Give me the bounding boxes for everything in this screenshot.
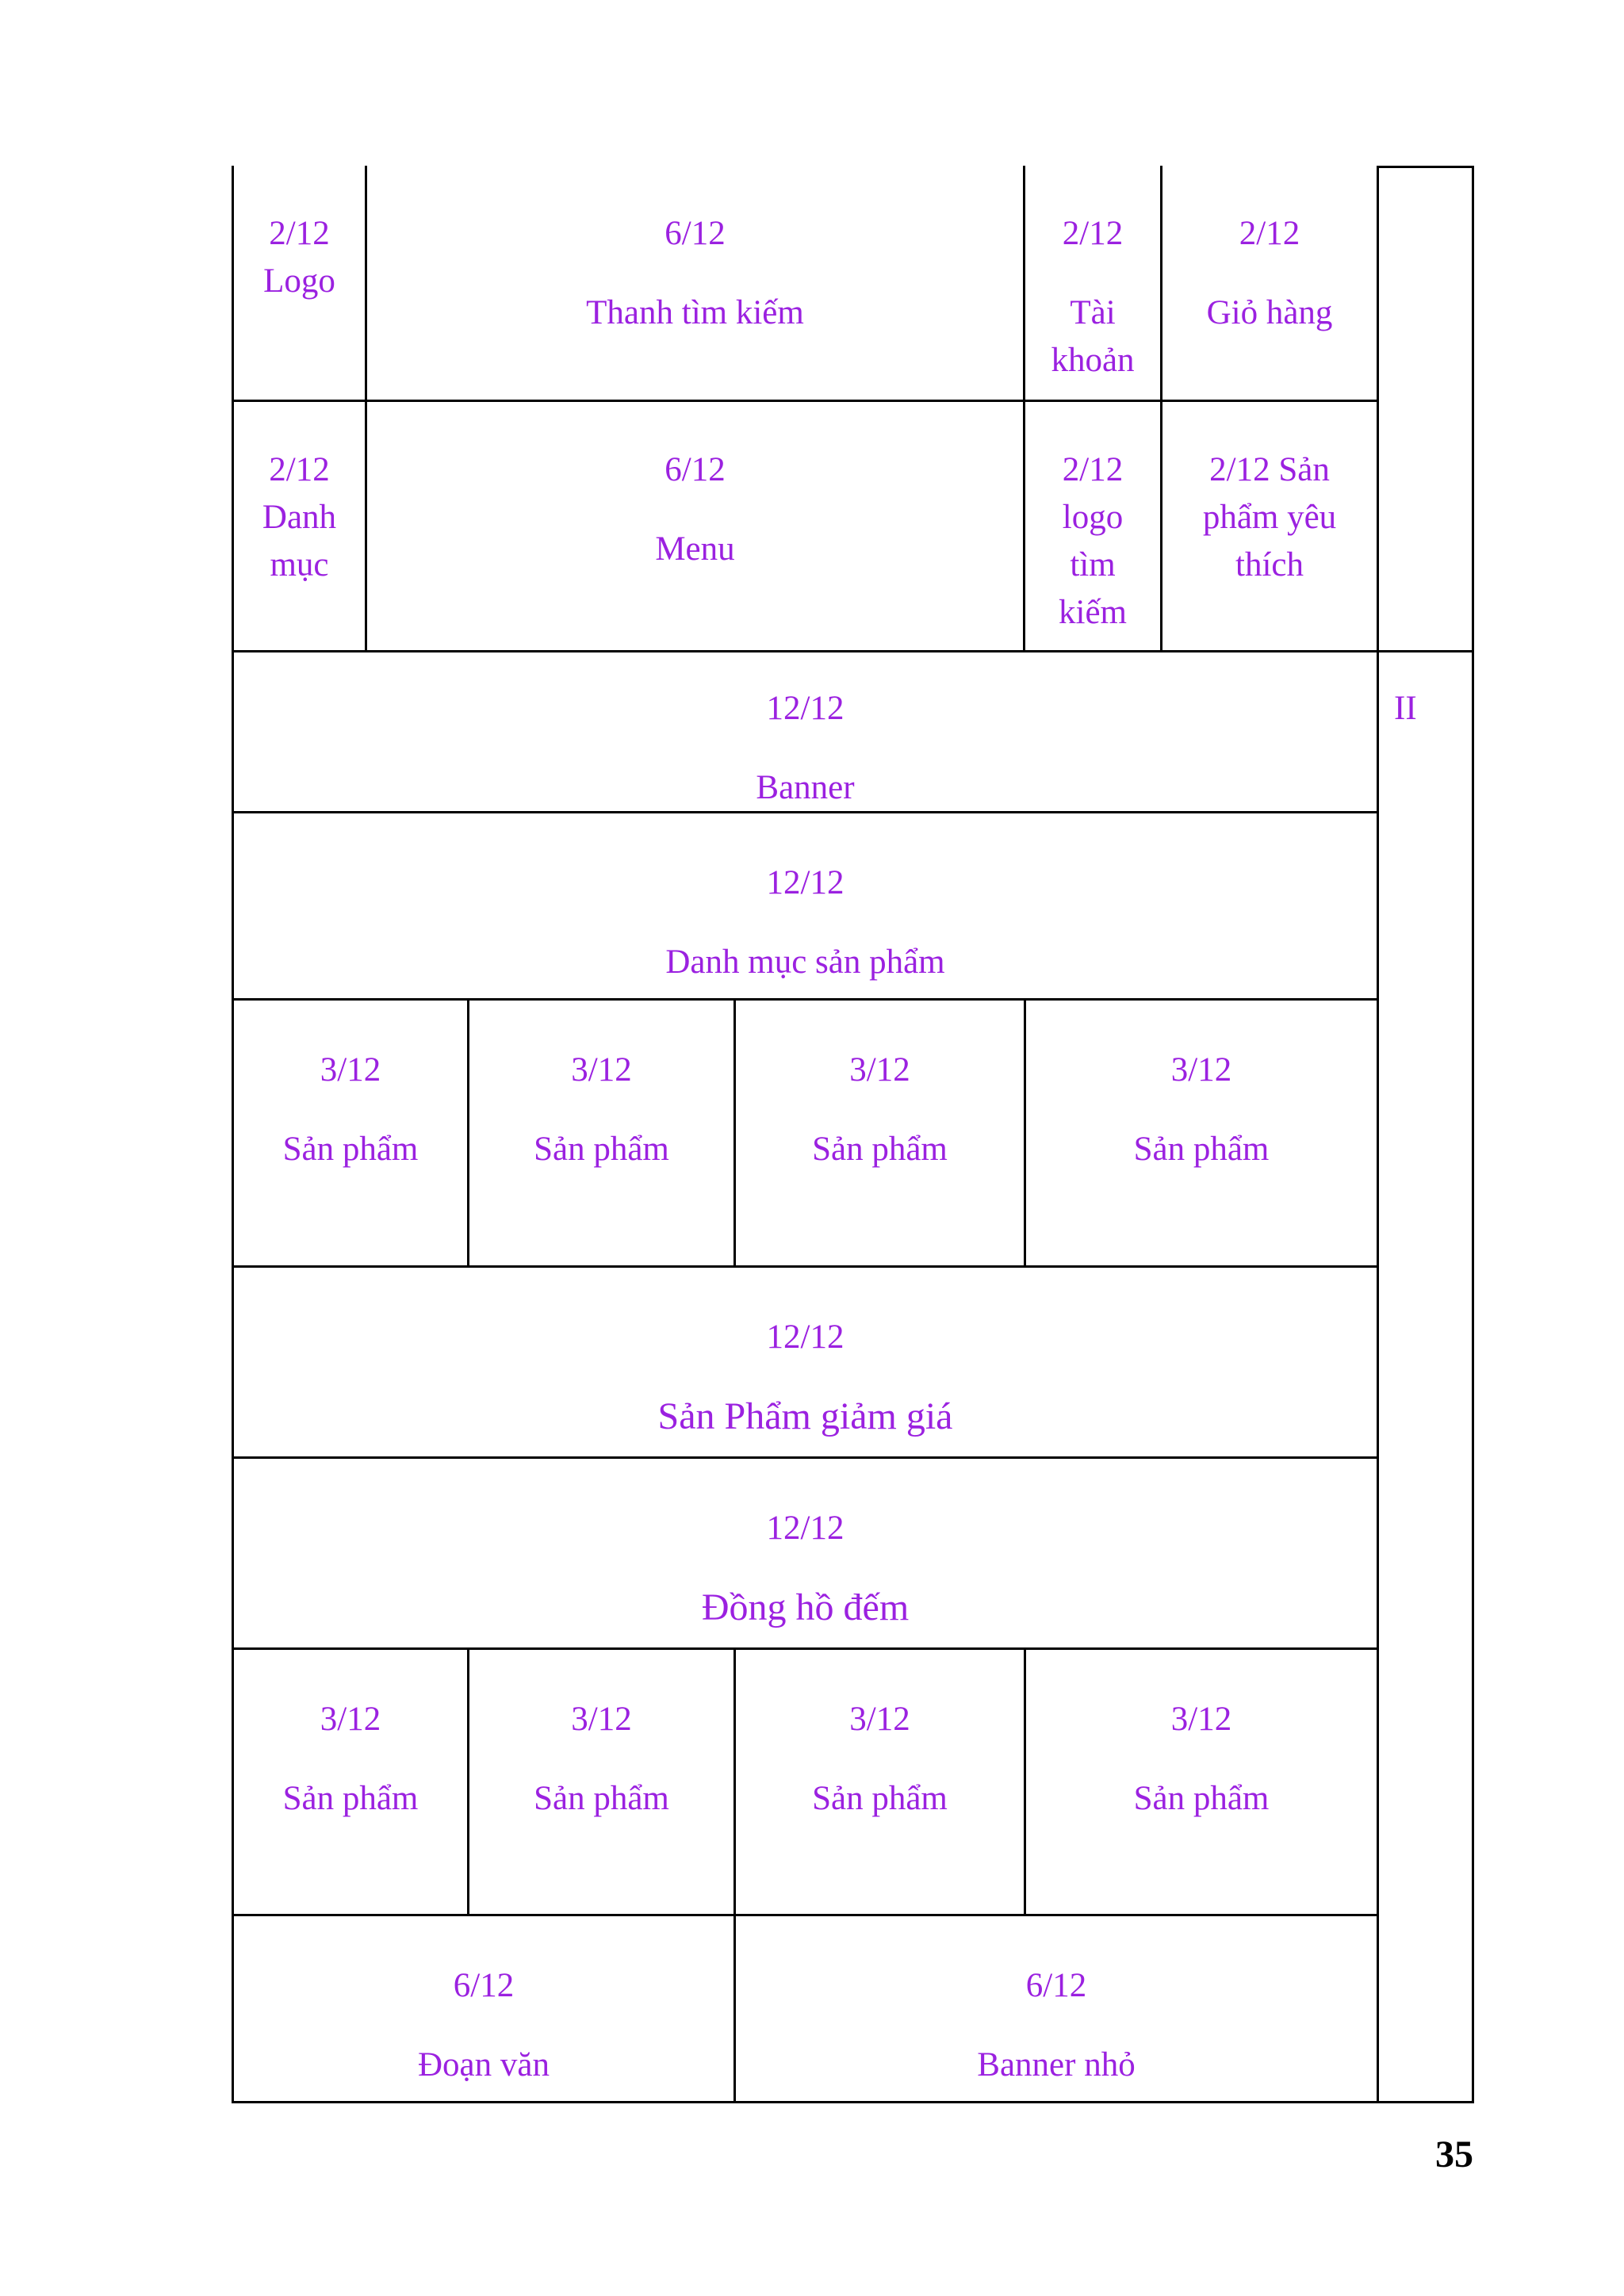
product-label: Sản phẩm — [812, 1131, 948, 1168]
account-cell — [1025, 210, 1160, 385]
discount-products-label: Sản Phẩm giảm giá — [657, 1395, 953, 1437]
grid-line — [1377, 166, 1379, 2103]
product-categories-label: Danh mục sản phẩm — [665, 943, 945, 981]
paragraph-cell — [234, 1962, 733, 2089]
logo-cell — [234, 210, 365, 305]
grid-line — [232, 1265, 1377, 1268]
product-fraction: 3/12 — [849, 1701, 910, 1738]
favorites-line1: 2/12 Sản — [1209, 451, 1330, 488]
grid-line — [232, 998, 1377, 1001]
grid-line — [1472, 166, 1474, 2103]
product-fraction: 3/12 — [571, 1051, 632, 1089]
product-categories-fraction: 12/12 — [766, 864, 845, 901]
product-cell — [469, 1047, 733, 1173]
search-logo-cell — [1025, 446, 1160, 637]
product-cell — [1026, 1047, 1377, 1173]
product-fraction: 3/12 — [320, 1701, 381, 1738]
product-fraction: 3/12 — [1170, 1051, 1232, 1089]
product-cell — [469, 1696, 733, 1823]
product-fraction: 3/12 — [849, 1051, 910, 1089]
search-logo-label-line3: kiếm — [1059, 594, 1127, 631]
grid-line — [232, 1456, 1377, 1459]
logo-fraction: 2/12 — [269, 215, 330, 252]
grid-line — [232, 400, 1377, 402]
product-label: Sản phẩm — [1133, 1780, 1270, 1817]
page-number: 35 — [1435, 2133, 1473, 2175]
favorites-cell — [1162, 446, 1377, 589]
product-cell — [1026, 1696, 1377, 1823]
countdown-cell — [234, 1505, 1377, 1632]
search-logo-label-line1: logo — [1062, 499, 1124, 536]
paragraph-fraction: 6/12 — [453, 1967, 515, 2004]
favorites-line3: thích — [1235, 546, 1304, 584]
small-banner-fraction: 6/12 — [1025, 1967, 1087, 2004]
cart-fraction: 2/12 — [1239, 215, 1300, 252]
grid-line — [232, 650, 1474, 652]
product-fraction: 3/12 — [1170, 1701, 1232, 1738]
product-cell — [234, 1047, 467, 1173]
search-logo-label-line2: tìm — [1070, 546, 1116, 584]
favorites-line2: phẩm yêu — [1202, 499, 1337, 536]
discount-products-fraction: 12/12 — [766, 1318, 845, 1356]
search-bar-cell — [367, 210, 1023, 337]
product-label: Sản phẩm — [534, 1131, 669, 1168]
menu-fraction: 6/12 — [665, 451, 726, 488]
product-label: Sản phẩm — [282, 1780, 419, 1817]
grid-line — [232, 1647, 1377, 1650]
product-fraction: 3/12 — [571, 1701, 632, 1738]
product-cell — [234, 1696, 467, 1823]
account-label-line2: khoản — [1051, 342, 1135, 379]
product-categories-cell — [234, 859, 1377, 986]
product-cell — [736, 1696, 1024, 1823]
small-banner-label: Banner nhỏ — [977, 2046, 1136, 2084]
account-fraction: 2/12 — [1062, 215, 1124, 252]
discount-products-cell — [234, 1314, 1377, 1441]
countdown-label: Đồng hồ đếm — [701, 1586, 910, 1628]
search-bar-fraction: 6/12 — [665, 215, 726, 252]
product-label: Sản phẩm — [812, 1780, 948, 1817]
category-cell — [234, 446, 365, 589]
menu-cell — [367, 446, 1023, 573]
menu-label: Menu — [655, 530, 735, 568]
grid-line — [1377, 166, 1474, 168]
grid-line — [232, 2101, 1474, 2103]
banner-label: Banner — [756, 769, 855, 806]
category-label-line2: mục — [270, 546, 329, 584]
banner-fraction: 12/12 — [766, 690, 845, 727]
category-fraction: 2/12 — [269, 451, 330, 488]
search-logo-fraction: 2/12 — [1062, 451, 1124, 488]
cart-cell — [1162, 210, 1377, 337]
product-cell — [736, 1047, 1024, 1173]
banner-cell — [234, 685, 1377, 812]
grid-line — [232, 1914, 1377, 1916]
cart-label: Giỏ hàng — [1206, 294, 1333, 331]
product-fraction: 3/12 — [320, 1051, 381, 1089]
paragraph-label: Đoạn văn — [418, 2046, 550, 2084]
account-label-line1: Tài — [1070, 294, 1116, 331]
small-banner-cell — [736, 1962, 1377, 2089]
side-column-label: II — [1394, 690, 1417, 727]
search-bar-label: Thanh tìm kiếm — [586, 294, 804, 331]
product-label: Sản phẩm — [534, 1780, 669, 1817]
product-label: Sản phẩm — [282, 1131, 419, 1168]
category-label-line1: Danh — [262, 499, 337, 536]
countdown-fraction: 12/12 — [766, 1510, 845, 1547]
logo-label: Logo — [263, 262, 335, 300]
product-label: Sản phẩm — [1133, 1131, 1270, 1168]
